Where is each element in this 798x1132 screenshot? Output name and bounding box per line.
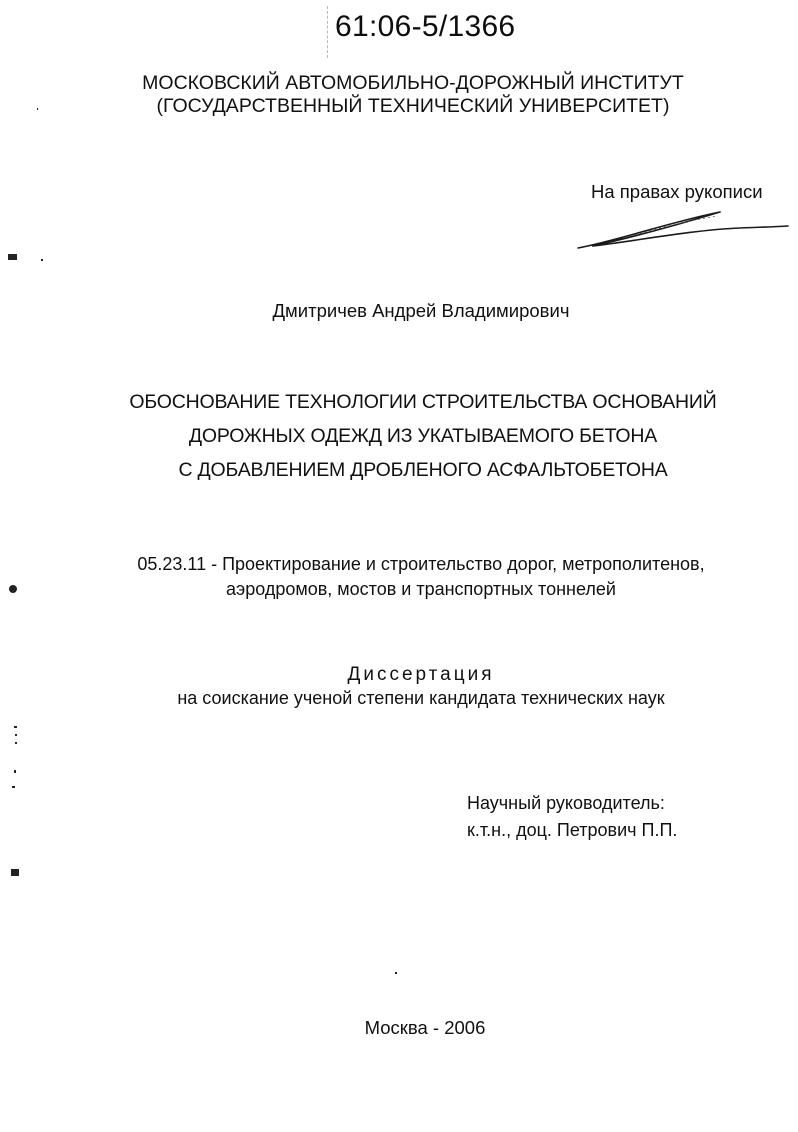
- thesis-title-line-1: ОБОСНОВАНИЕ ТЕХНОЛОГИИ СТРОИТЕЛЬСТВА ОСНОВАНИЙ: [129, 391, 717, 413]
- scan-artifact: [14, 726, 17, 728]
- specialty-code: [22, 552, 798, 602]
- catalog-number: 61:06-5/1366: [335, 10, 516, 43]
- thesis-title-line-2: ДОРОЖНЫХ ОДЕЖД ИЗ УКАТЫВАЕМОГО БЕТОНА: [188, 425, 658, 447]
- thesis-title: [24, 385, 798, 487]
- scan-artifact: [15, 742, 17, 744]
- specialty-line-1: 05.23.11 - Проектирование и строительство дорог, метрополитенов,: [137, 554, 705, 574]
- scan-artifact: [41, 259, 43, 261]
- catalog-divider: [327, 6, 328, 58]
- scan-artifact: [12, 786, 15, 788]
- author-name: Дмитричев Андрей Владимирович: [272, 300, 570, 321]
- scan-artifact: [11, 869, 19, 876]
- scan-artifact: [15, 734, 17, 736]
- scan-artifact: [14, 770, 16, 773]
- institution-line-2: (ГОСУДАРСТВЕННЫЙ ТЕХНИЧЕСКИЙ УНИВЕРСИТЕТ): [156, 95, 670, 117]
- signature-icon: [570, 200, 790, 255]
- degree-statement: на соискание ученой степени кандидата технических наук: [177, 688, 665, 708]
- institution-line-1: МОСКОВСКИЙ АВТОМОБИЛЬНО-ДОРОЖНЫЙ ИНСТИТУТ: [142, 72, 684, 94]
- scan-artifact: [8, 254, 17, 260]
- document-type: Диссертация: [347, 664, 495, 685]
- advisor-name: к.т.н., доц. Петрович П.П.: [467, 820, 678, 840]
- scan-artifact: [395, 972, 397, 974]
- city-year: Москва - 2006: [364, 1017, 486, 1038]
- scan-artifact: [9, 585, 17, 593]
- thesis-title-line-3: С ДОБАВЛЕНИЕМ ДРОБЛЕНОГО АСФАЛЬТОБЕТОНА: [178, 459, 668, 481]
- specialty-line-2: аэродромов, мостов и транспортных тоннелей: [226, 579, 616, 599]
- rights-notice: На правах рукописи: [591, 181, 763, 202]
- scan-artifact: [37, 108, 38, 110]
- advisor-label: Научный руководитель:: [467, 793, 665, 813]
- scientific-advisor: [467, 790, 677, 844]
- institution-name: [14, 72, 798, 118]
